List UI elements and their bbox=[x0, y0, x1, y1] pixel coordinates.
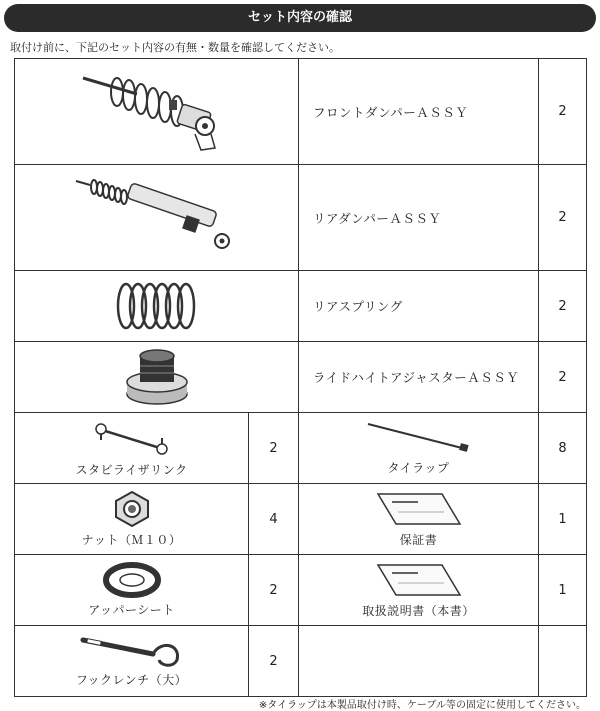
front-damper-image-cell bbox=[15, 59, 299, 165]
item-qty: 2 bbox=[249, 555, 299, 626]
stabilizer-link-icon bbox=[92, 418, 172, 458]
empty-cell bbox=[299, 626, 539, 697]
intro-text: 取付け前に、下記のセット内容の有無・数量を確認してください。 bbox=[10, 41, 340, 54]
cable-tie-icon bbox=[364, 420, 474, 456]
item-qty: 2 bbox=[539, 342, 587, 413]
ride-height-adjuster-icon bbox=[122, 346, 192, 408]
item-qty: 2 bbox=[539, 271, 587, 342]
manual-icon bbox=[374, 561, 464, 599]
footnote: ※タイラップは本製品取付け時、ケーブル等の固定に使用してください。 bbox=[258, 700, 586, 711]
cable-tie-cell bbox=[299, 413, 539, 484]
rear-damper-icon bbox=[72, 173, 242, 263]
item-name: アッパーシート bbox=[88, 603, 175, 617]
table-row bbox=[15, 413, 587, 484]
table-row bbox=[15, 59, 587, 165]
section-title: セット内容の確認 bbox=[4, 4, 596, 32]
item-name: リアダンパーＡＳＳＹ bbox=[299, 165, 539, 271]
table-row bbox=[15, 271, 587, 342]
stabilizer-link-cell bbox=[15, 413, 249, 484]
item-name: ナット（Ｍ１０） bbox=[81, 533, 182, 547]
upper-seat-cell bbox=[15, 555, 249, 626]
item-name: スタビライザリンク bbox=[75, 463, 188, 477]
table-row bbox=[15, 342, 587, 413]
item-name: フロントダンパーＡＳＳＹ bbox=[299, 59, 539, 165]
front-damper-icon bbox=[77, 64, 237, 160]
table-row bbox=[15, 626, 587, 697]
table-row bbox=[15, 165, 587, 271]
item-name: タイラップ bbox=[387, 461, 450, 475]
warranty-card-icon bbox=[374, 490, 464, 528]
item-name: 取扱説明書（本書） bbox=[362, 604, 475, 618]
item-name: リアスプリング bbox=[299, 271, 539, 342]
item-qty: 2 bbox=[539, 165, 587, 271]
item-qty: 8 bbox=[539, 413, 587, 484]
empty-cell bbox=[539, 626, 587, 697]
table-row bbox=[15, 555, 587, 626]
item-qty: 4 bbox=[249, 484, 299, 555]
item-name: フックレンチ（大） bbox=[75, 673, 188, 687]
hook-wrench-icon bbox=[77, 634, 187, 668]
nut-cell bbox=[15, 484, 249, 555]
table-row bbox=[15, 484, 587, 555]
item-qty: 2 bbox=[249, 626, 299, 697]
upper-seat-icon bbox=[102, 562, 162, 598]
item-qty: 2 bbox=[539, 59, 587, 165]
item-name: 保証書 bbox=[399, 533, 438, 547]
adjuster-image-cell bbox=[15, 342, 299, 413]
manual-cell bbox=[299, 555, 539, 626]
contents-table bbox=[14, 58, 587, 697]
item-qty: 1 bbox=[539, 555, 587, 626]
rear-damper-image-cell bbox=[15, 165, 299, 271]
item-qty: 2 bbox=[249, 413, 299, 484]
item-qty: 1 bbox=[539, 484, 587, 555]
rear-spring-icon bbox=[112, 278, 202, 334]
rear-spring-image-cell bbox=[15, 271, 299, 342]
hook-wrench-cell bbox=[15, 626, 249, 697]
warranty-card-cell bbox=[299, 484, 539, 555]
item-name: ライドハイトアジャスターＡＳＳＹ bbox=[299, 342, 539, 413]
nut-icon bbox=[112, 490, 152, 528]
